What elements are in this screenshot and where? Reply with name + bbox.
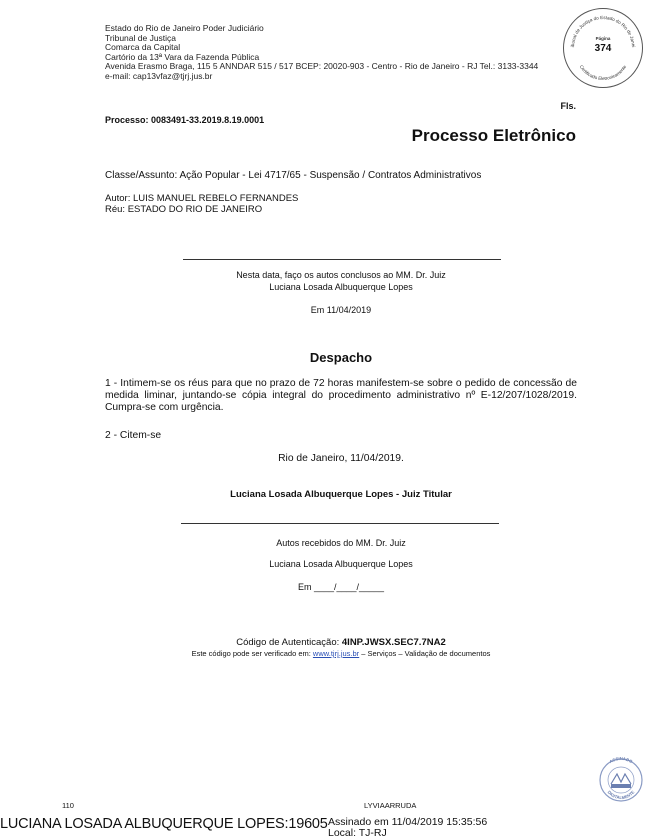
conclusos-text: Nesta data, faço os autos conclusos ao MM. Dr. Juiz (236, 270, 446, 280)
received-judge: Luciana Losada Albuquerque Lopes (269, 559, 413, 569)
received-date-blank: Em ____/____/_____ (297, 582, 385, 592)
seal-top-text: ASSINADO (608, 755, 634, 765)
stamp-page-number: 374 (594, 43, 612, 54)
header-line: Avenida Erasmo Braga, 115 5 ANNDAR 515 / 517 BCEP: 20020-903 - Centro - Rio de Janeiro - RJ Tel.: 3133-3344 (105, 61, 539, 72)
signer-name: LUCIANA LOSADA ALBUQUERQUE LOPES:19605 (0, 816, 328, 832)
verification-line (105, 649, 577, 658)
divider (183, 259, 501, 260)
conclusos-judge: Luciana Losada Albuquerque Lopes (269, 282, 413, 292)
despacho-heading: Despacho (309, 350, 373, 365)
stamp-page-label: Página (595, 36, 611, 41)
process-number: Processo: 0083491-33.2019.8.19.0001 (105, 115, 265, 125)
divider (181, 523, 499, 524)
class-subject: Classe/Assunto: Ação Popular - Lei 4717/65 - Suspensão / Contratos Administrativos (105, 170, 482, 181)
auth-code-line (105, 637, 577, 648)
footer-number: 110 (62, 801, 74, 810)
fls-label: Fls. (560, 101, 576, 111)
place-date: Rio de Janeiro, 11/04/2019. (278, 453, 404, 464)
footer-user: LYVIAARRUDA (364, 801, 417, 810)
header-line: e-mail: cap13vfaz@tjrj.jus.br (105, 70, 213, 81)
despacho-item-1: 1 - Intimem-se os réus para que no prazo de 72 horas manifestem-se sobre o pedido de concessão de medida liminar, juntando-se cópia integral do procedimento administrativo nº E-12/207/1028/2019. Cumpra-se com urgência. (105, 378, 577, 413)
court-header (105, 24, 538, 82)
auth-label: Código de Autenticação: (236, 637, 342, 648)
verif-suffix: – Serviços – Validação de documentos (359, 649, 491, 658)
seal-bottom-text: DIGITALMENTE (606, 789, 636, 801)
signed-at: Assinado em 11/04/2019 15:35:56 (328, 816, 488, 828)
header-line: Tribunal de Justiça (105, 32, 177, 43)
conclusos-date: Em 11/04/2019 (310, 305, 372, 315)
received-text: Autos recebidos do MM. Dr. Juiz (276, 538, 406, 548)
signature-info (328, 817, 487, 839)
verif-prefix: Este código pode ser verificado em: (191, 649, 313, 658)
svg-text:Certificado Eletronicamente (579, 64, 628, 81)
page-stamp (563, 8, 643, 88)
verif-link[interactable]: www.tjrj.jus.br (312, 649, 360, 658)
digital-signature-seal (598, 752, 644, 808)
signed-local: Local: TJ-RJ (328, 827, 387, 839)
auth-code: 4INP.JWSX.SEC7.7NA2 (341, 637, 446, 648)
header-line: Comarca da Capital (105, 42, 181, 53)
author: Autor: LUIS MANUEL REBELO FERNANDES (105, 193, 299, 204)
stamp-top-text: ibunal de Justiça do Estado do Rio de Janei (570, 14, 636, 48)
page-title: Processo Eletrônico (411, 126, 576, 145)
defendant: Réu: ESTADO DO RIO DE JANEIRO (105, 204, 263, 215)
judge-signature: Luciana Losada Albuquerque Lopes - Juiz Titular (230, 489, 452, 500)
parties (105, 193, 298, 215)
header-line: Estado do Rio de Janeiro Poder Judiciário (105, 23, 264, 33)
svg-text:Tribunal de Justiça do Estado (564, 9, 636, 47)
header-line: Cartório da 13ª Vara da Fazenda Pública (105, 51, 260, 62)
stamp-bottom-text: Certificado Eletronicamente (578, 64, 628, 82)
despacho-item-2: 2 - Citem-se (105, 430, 162, 441)
